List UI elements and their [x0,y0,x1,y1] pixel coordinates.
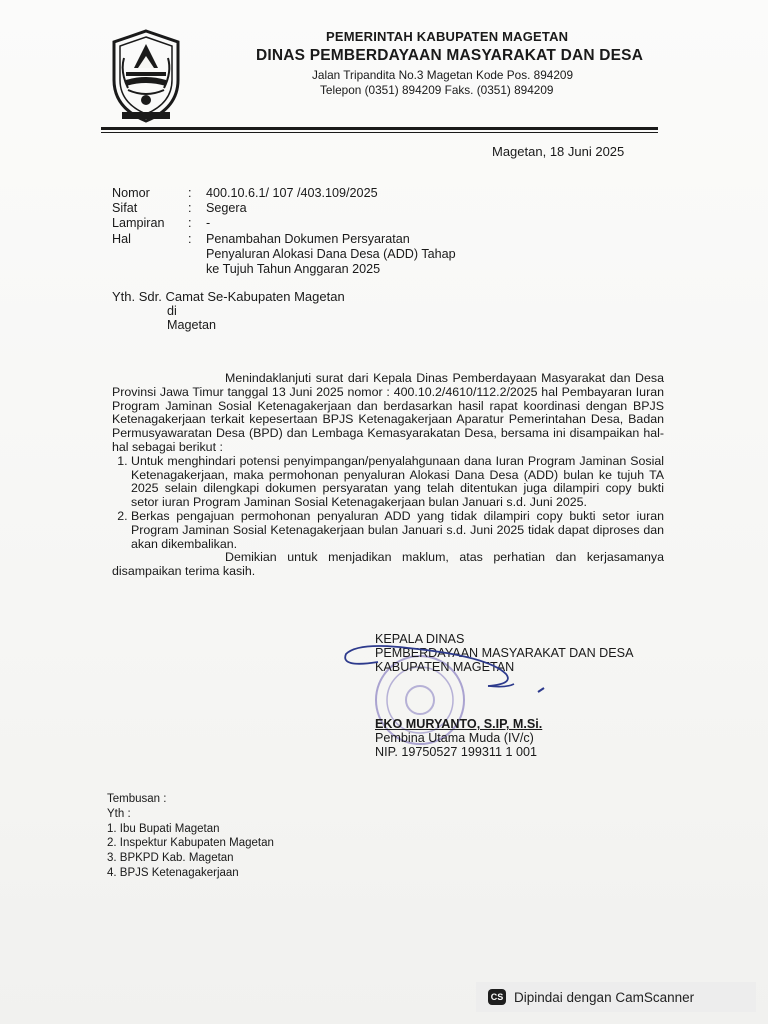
addressee-line: Yth. Sdr. Camat Se-Kabupaten Magetan [112,289,345,304]
meta-row [112,186,456,201]
addressee-di: di [167,304,177,318]
meta-colon: : [188,201,192,216]
meta-key: Lampiran [112,216,165,231]
camscanner-logo-icon: CS [488,989,506,1005]
addressee-place: Magetan [167,318,217,332]
signature-title-3: KABUPATEN MAGETAN [375,659,515,674]
letterhead-rule-thin [101,132,658,133]
meta-row [112,262,456,277]
handwritten-signature-icon [338,640,553,720]
cc-list [107,822,274,881]
meta-row [112,247,456,262]
letter-date: Magetan, 18 Juni 2025 [492,144,625,159]
letter-meta [112,186,456,277]
body-intro: Menindaklanjuti surat dari Kepala Dinas Pemberdayaan Masyarakat dan Desa Provinsi Jawa Timur tanggal 13 Juni 2025 nomor : 400.10.2/4610/112.2/2025 hal Pembayaran Iuran Program Jaminan Sosial Ketenagakerjaan dan berdasarkan hasil rapat koordinasi dengan BPJS Ketenagakerjaan terkait kepesertaan BPJS Ketenagakerjaan Aparatur Pemerintahan Desa, Badan Permusyawaratan Desa (BPD) dan Lembaga Kemasyarakatan Desa, bersama ini disampaikan hal-hal sebagai berikut : [112,371,664,454]
signatory-nip: NIP. 19750527 199311 1 001 [375,744,538,759]
letter-body [112,372,664,579]
carbon-copy [107,792,274,881]
body-list [112,455,664,552]
body-list-item: 1. Untuk menghindari potensi penyimpangan/penyalahgunaan dana Iuran Program Jaminan Sosial Ketenagakerjaan, maka permohonan penyaluran Alokasi Dana Desa (ADD) bulan ke tujuh TA 2025 selain dilengkapi dokumen persyaratan yang telah ditentukan juga dilampiri copy bukti setor iuran Program Jaminan Sosial Ketenagakerjaan bulan Januari s.d. Juni 2025. [131,455,664,510]
department-name: DINAS PEMBERDAYAAN MASYARAKAT DAN DESA [256,47,644,64]
signatory-rank: Pembina Utama Muda (IV/c) [375,731,534,746]
meta-row [112,232,456,247]
meta-value: - [206,216,211,231]
signature-title-2: PEMBERDAYAAN MASYARAKAT DAN DESA [375,645,634,660]
meta-value: Penyaluran Alokasi Dana Desa (ADD) Tahap [206,246,456,261]
meta-colon: : [188,186,192,200]
government-name: PEMERINTAH KABUPATEN MAGETAN [326,29,569,44]
signatory-name: EKO MURYANTO, S.IP, M.Si. [375,717,543,732]
meta-key [112,247,188,262]
meta-row [112,216,456,231]
meta-key: Hal [112,231,131,246]
meta-key: Nomor [112,186,150,200]
meta-colon: : [188,216,192,231]
meta-value: Penambahan Dokumen Persyaratan [206,231,410,246]
signature-title-1: KEPALA DINAS [375,632,465,646]
meta-key [112,262,188,277]
letterhead-rule-thick [101,127,658,130]
meta-value: Segera [206,201,247,216]
camscanner-watermark [476,982,756,1012]
body-list-item: 2. Berkas pengajuan permohonan penyaluran ADD yang tidak dilampiri copy bukti setor iuran Program Jaminan Sosial Ketenagakerjaan bulan Januari s.d. Juni 2025 tidak dapat diproses dan akan dikembalikan. [131,510,664,551]
regency-coat-of-arms-icon [108,28,184,124]
cc-list-item: 4. BPJS Ketenagakerjaan [107,866,239,879]
meta-row [112,201,456,216]
meta-key: Sifat [112,201,138,216]
department-address: Jalan Tripandita No.3 Magetan Kode Pos. 894209 [312,68,574,82]
cc-heading: Tembusan : [107,793,167,805]
body-closing: Demikian untuk menjadikan maklum, atas perhatian dan kerjasamanya disampaikan terima kasih. [112,550,664,579]
cc-list-item: 3. BPKPD Kab. Magetan [107,852,234,865]
cc-yth: Yth : [107,807,131,820]
department-phone: Telepon (0351) 894209 Faks. (0351) 894209 [320,83,554,97]
meta-value: ke Tujuh Tahun Anggaran 2025 [206,262,381,277]
meta-colon: : [188,231,192,246]
cc-list-item: 2. Inspektur Kabupaten Magetan [107,837,274,850]
meta-value: 400.10.6.1/ 107 /403.109/2025 [206,186,378,200]
cc-list-item: 1. Ibu Bupati Magetan [107,822,220,835]
camscanner-label: Dipindai dengan CamScanner [514,989,695,1005]
